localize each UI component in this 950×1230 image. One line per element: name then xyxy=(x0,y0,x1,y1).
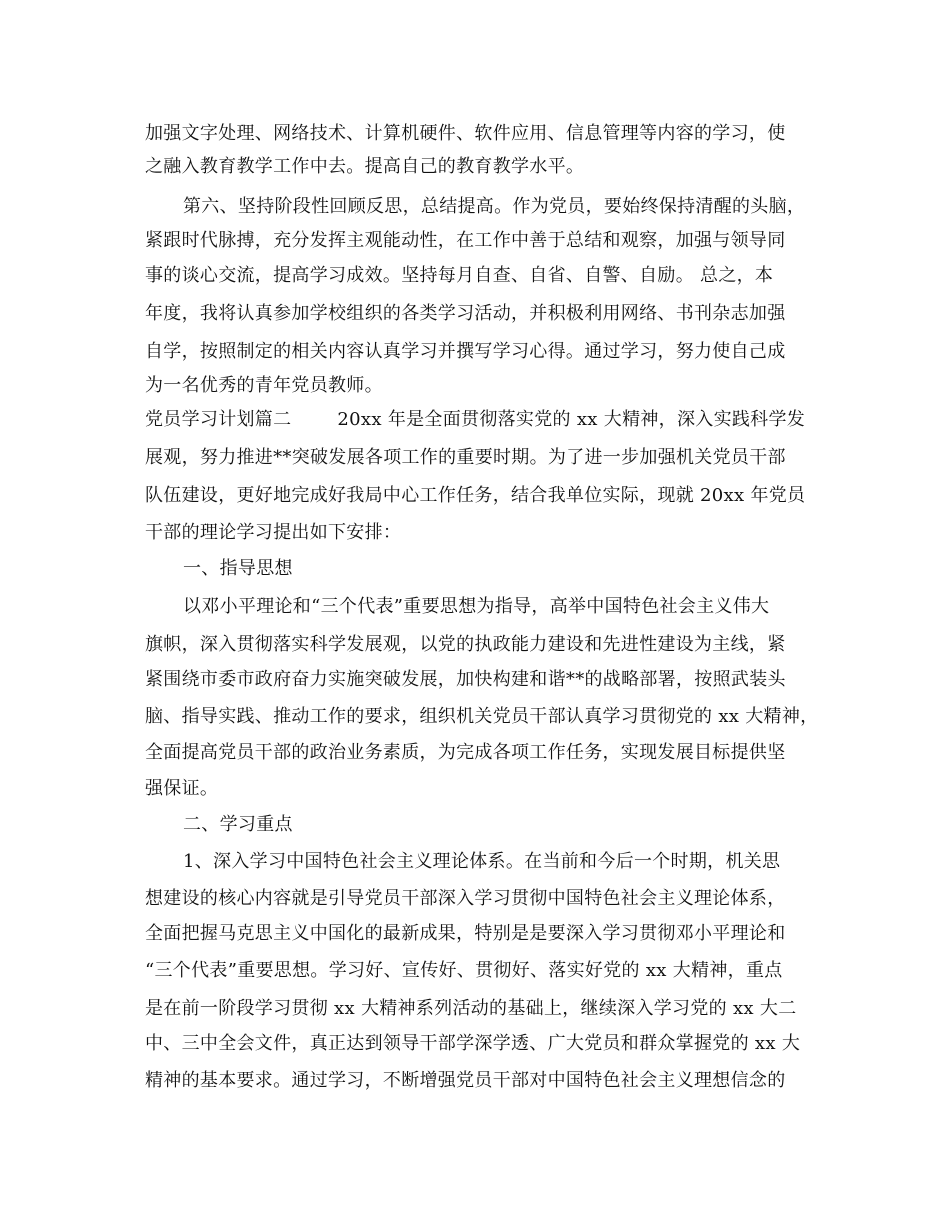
section-heading-line xyxy=(145,408,805,432)
text-line: 以邓小平理论和“三个代表”重要思想为指导，高举中国特色社会主义伟大 xyxy=(183,596,770,617)
text-line: “三个代表”重要思想。学习好、宣传好、贯彻好、落实好党的 xx 大精神，重点 xyxy=(145,960,783,981)
text-line: 紧围绕市委市政府奋力实施突破发展，加快构建和谐**的战略部署，按照武装头 xyxy=(145,669,786,690)
text-line: 旗帜，深入贯彻落实科学发展观，以党的执政能力建设和先进性建设为主线，紧 xyxy=(145,634,786,655)
text-line: 全面提高党员干部的政治业务素质，为完成各项工作任务，实现发展目标提供坚 xyxy=(145,742,786,763)
text-line: 为一名优秀的青年党员教师。 xyxy=(145,375,383,396)
text-line: 20xx 年是全面贯彻落实党的 xx 大精神，深入实践科学发 xyxy=(337,409,806,430)
text-line: 中、三中全会文件，真正达到领导干部学深学透、广大党员和群众掌握党的 xx 大 xyxy=(145,1033,801,1054)
text-line: 加强文字处理、网络技术、计算机硬件、软件应用、信息管理等内容的学习，使 xyxy=(145,123,786,144)
text-line: 干部的理论学习提出如下安排： xyxy=(145,522,402,543)
heading-guiding-thought: 一、指导思想 xyxy=(183,558,293,579)
text-line: 1、深入学习中国特色社会主义理论体系。在当前和今后一个时期，机关思 xyxy=(183,851,781,872)
text-line: 之融入教育教学工作中去。提高自己的教育教学水平。 xyxy=(145,156,585,177)
text-line: 强保证。 xyxy=(145,778,219,799)
text-line: 年度，我将认真参加学校组织的各类学习活动，并积极利用网络、书刊杂志加强 xyxy=(145,303,786,324)
text-line: 事的谈心交流，提高学习成效。坚持每月自查、自省、自警、自励。 总之，本 xyxy=(145,265,774,286)
text-line: 全面把握马克思主义中国化的最新成果，特别是是要深入学习贯彻邓小平理论和 xyxy=(145,923,786,944)
section-title: 党员学习计划篇二 xyxy=(145,409,292,430)
text-line: 紧跟时代脉搏，充分发挥主观能动性，在工作中善于总结和观察，加强与领导同 xyxy=(145,230,786,251)
text-line: 自学，按照制定的相关内容认真学习并撰写学习心得。通过学习，努力使自己成 xyxy=(145,341,786,362)
text-line: 精神的基本要求。通过学习，不断增强党员干部对中国特色社会主义理想信念的 xyxy=(145,1070,786,1091)
text-line: 脑、指导实践、推动工作的要求，组织机关党员干部认真学习贯彻党的 xx 大精神， xyxy=(145,706,819,727)
text-line: 队伍建设，更好地完成好我局中心工作任务，结合我单位实际，现就 20xx 年党员 xyxy=(145,485,806,506)
text-line: 展观，努力推进**突破发展各项工作的重要时期。为了进一步加强机关党员干部 xyxy=(145,447,786,468)
heading-study-focus: 二、学习重点 xyxy=(183,814,293,835)
text-line: 第六、坚持阶段性回顾反思，总结提高。作为党员，要始终保持清醒的头脑， xyxy=(183,196,806,217)
text-line: 是在前一阶段学习贯彻 xx 大精神系列活动的基础上，继续深入学习党的 xx 大二 xyxy=(145,998,797,1019)
text-line: 想建设的核心内容就是引导党员干部深入学习贯彻中国特色社会主义理论体系， xyxy=(145,888,786,909)
